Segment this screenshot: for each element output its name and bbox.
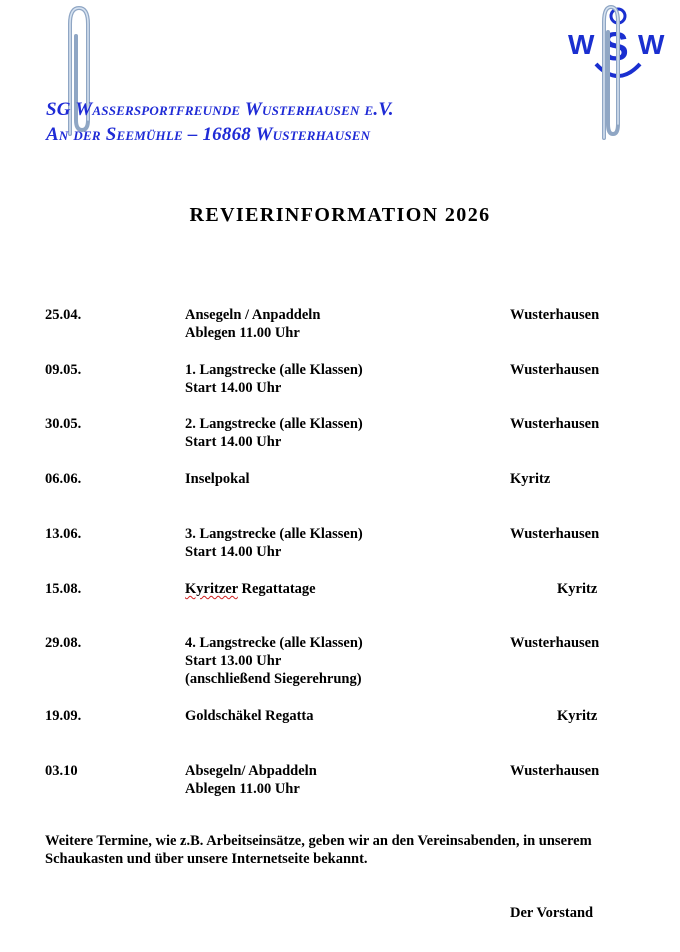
event-line: Absegeln/ Abpaddeln bbox=[185, 763, 317, 779]
event-description bbox=[185, 634, 363, 688]
event-line: Inselpokal bbox=[185, 471, 250, 487]
event-line: Ablegen 11.00 Uhr bbox=[185, 781, 300, 797]
event-location: Kyritz bbox=[557, 581, 598, 597]
event-line: Ansegeln / Anpaddeln bbox=[185, 307, 321, 323]
club-address: An der Seemühle – 16868 Wusterhausen bbox=[46, 124, 371, 145]
svg-text:W: W bbox=[568, 29, 595, 60]
club-name: SG Wassersportfreunde Wusterhausen e.V. bbox=[46, 99, 394, 120]
event-line: Start 13.00 Uhr bbox=[185, 653, 282, 669]
event-description bbox=[185, 306, 320, 342]
event-line: 2. Langstrecke (alle Klassen) bbox=[185, 416, 363, 432]
spellcheck-word: Kyritzer bbox=[185, 581, 238, 597]
event-line: 1. Langstrecke (alle Klassen) bbox=[185, 362, 363, 378]
event-description bbox=[185, 415, 363, 451]
paper-clip-icon bbox=[596, 2, 626, 144]
event-line: Start 14.00 Uhr bbox=[185, 544, 282, 560]
svg-text:W: W bbox=[638, 29, 665, 60]
event-date: 03.10 bbox=[45, 763, 78, 779]
event-date: 13.06. bbox=[45, 526, 82, 542]
event-description bbox=[185, 580, 316, 598]
event-line: Goldschäkel Regatta bbox=[185, 708, 314, 724]
event-date: 19.09. bbox=[45, 708, 82, 724]
signature: Der Vorstand bbox=[510, 905, 594, 921]
event-line: Ablegen 11.00 Uhr bbox=[185, 325, 300, 341]
event-location: Wusterhausen bbox=[510, 362, 600, 378]
event-location: Wusterhausen bbox=[510, 416, 600, 432]
event-location: Kyritz bbox=[557, 708, 598, 724]
event-date: 15.08. bbox=[45, 581, 82, 597]
event-description bbox=[185, 361, 363, 397]
event-line: 3. Langstrecke (alle Klassen) bbox=[185, 526, 363, 542]
event-date: 06.06. bbox=[45, 471, 82, 487]
event-description bbox=[185, 525, 363, 561]
event-line: (anschließend Siegerehrung) bbox=[185, 671, 362, 687]
event-location: Wusterhausen bbox=[510, 635, 600, 651]
event-location: Wusterhausen bbox=[510, 307, 600, 323]
event-line: 4. Langstrecke (alle Klassen) bbox=[185, 635, 363, 651]
event-description bbox=[185, 707, 313, 725]
event-location: Wusterhausen bbox=[510, 763, 600, 779]
event-location: Wusterhausen bbox=[510, 526, 600, 542]
page-title: REVIERINFORMATION 2026 bbox=[189, 204, 491, 226]
event-description bbox=[185, 762, 317, 798]
event-line: Start 14.00 Uhr bbox=[185, 380, 282, 396]
event-date: 30.05. bbox=[45, 416, 82, 432]
event-location: Kyritz bbox=[510, 471, 551, 487]
svg-text:S: S bbox=[602, 25, 629, 69]
event-line: Start 14.00 Uhr bbox=[185, 434, 282, 450]
paper-clip-icon bbox=[60, 2, 94, 142]
event-description bbox=[185, 470, 249, 488]
footer-note: Weitere Termine, wie z.B. Arbeitseinsätze, geben wir an den Vereinsabenden, in unserem Schaukasten und über unsere Internetseite bekannt. bbox=[45, 833, 592, 867]
event-line: Regattatage bbox=[237, 581, 316, 597]
event-date: 09.05. bbox=[45, 362, 82, 378]
event-date: 29.08. bbox=[45, 635, 82, 651]
event-date: 25.04. bbox=[45, 307, 82, 323]
